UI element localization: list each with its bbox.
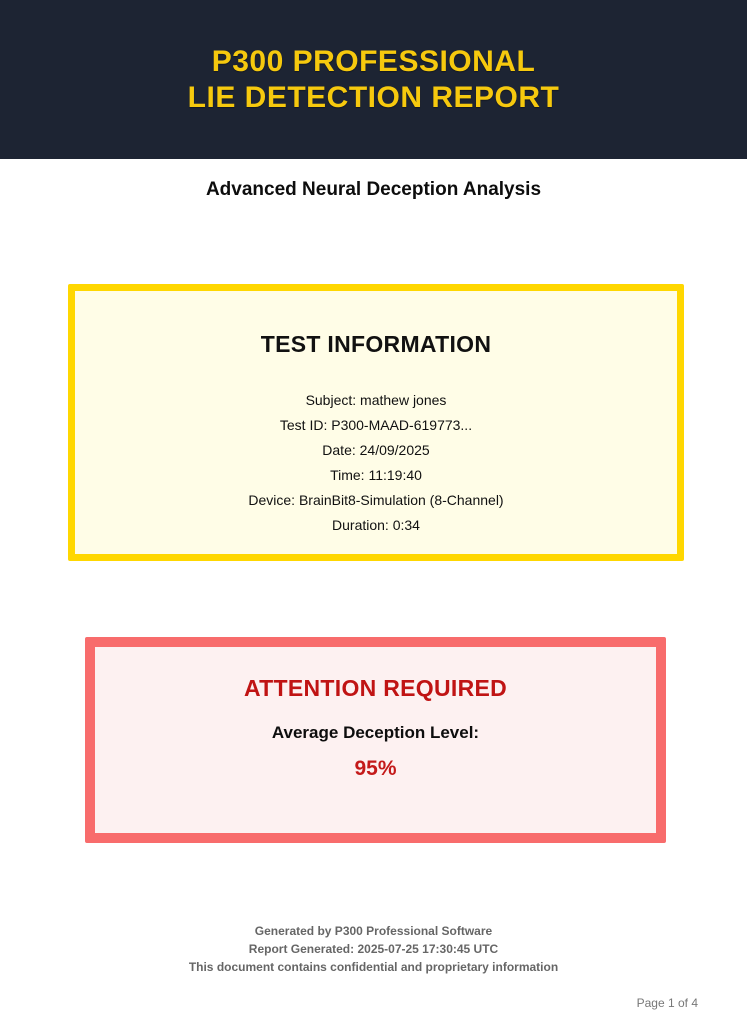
test-info-time: Time: 11:19:40 (330, 467, 422, 483)
attention-box (85, 637, 666, 843)
test-info-date: Date: 24/09/2025 (322, 442, 430, 458)
report-footer (0, 922, 747, 976)
report-title-line2: LIE DETECTION REPORT (187, 80, 560, 114)
test-info-title: TEST INFORMATION (260, 331, 492, 357)
footer-line-generated-by: Generated by P300 Professional Software (254, 924, 493, 938)
test-info-box (68, 284, 684, 561)
test-info-subject: Subject: mathew jones (305, 392, 447, 408)
test-info-lines (75, 388, 677, 538)
test-info-device: Device: BrainBit8-Simulation (8-Channel) (248, 492, 504, 508)
page-indicator: Page 1 of 4 (636, 996, 698, 1010)
deception-level-label: Average Deception Level: (271, 723, 480, 742)
test-info-test-id: Test ID: P300-MAAD-619773... (279, 417, 473, 433)
footer-line-confidential: This document contains confidential and proprietary information (188, 960, 559, 974)
deception-level-value: 95% (354, 757, 397, 780)
report-subtitle: Advanced Neural Deception Analysis (205, 179, 542, 200)
test-info-duration: Duration: 0:34 (332, 517, 420, 533)
footer-line-report-generated: Report Generated: 2025-07-25 17:30:45 UTC (248, 942, 499, 956)
attention-title: ATTENTION REQUIRED (243, 675, 508, 701)
report-title-line1: P300 PROFESSIONAL (211, 44, 536, 78)
report-header (0, 0, 747, 159)
